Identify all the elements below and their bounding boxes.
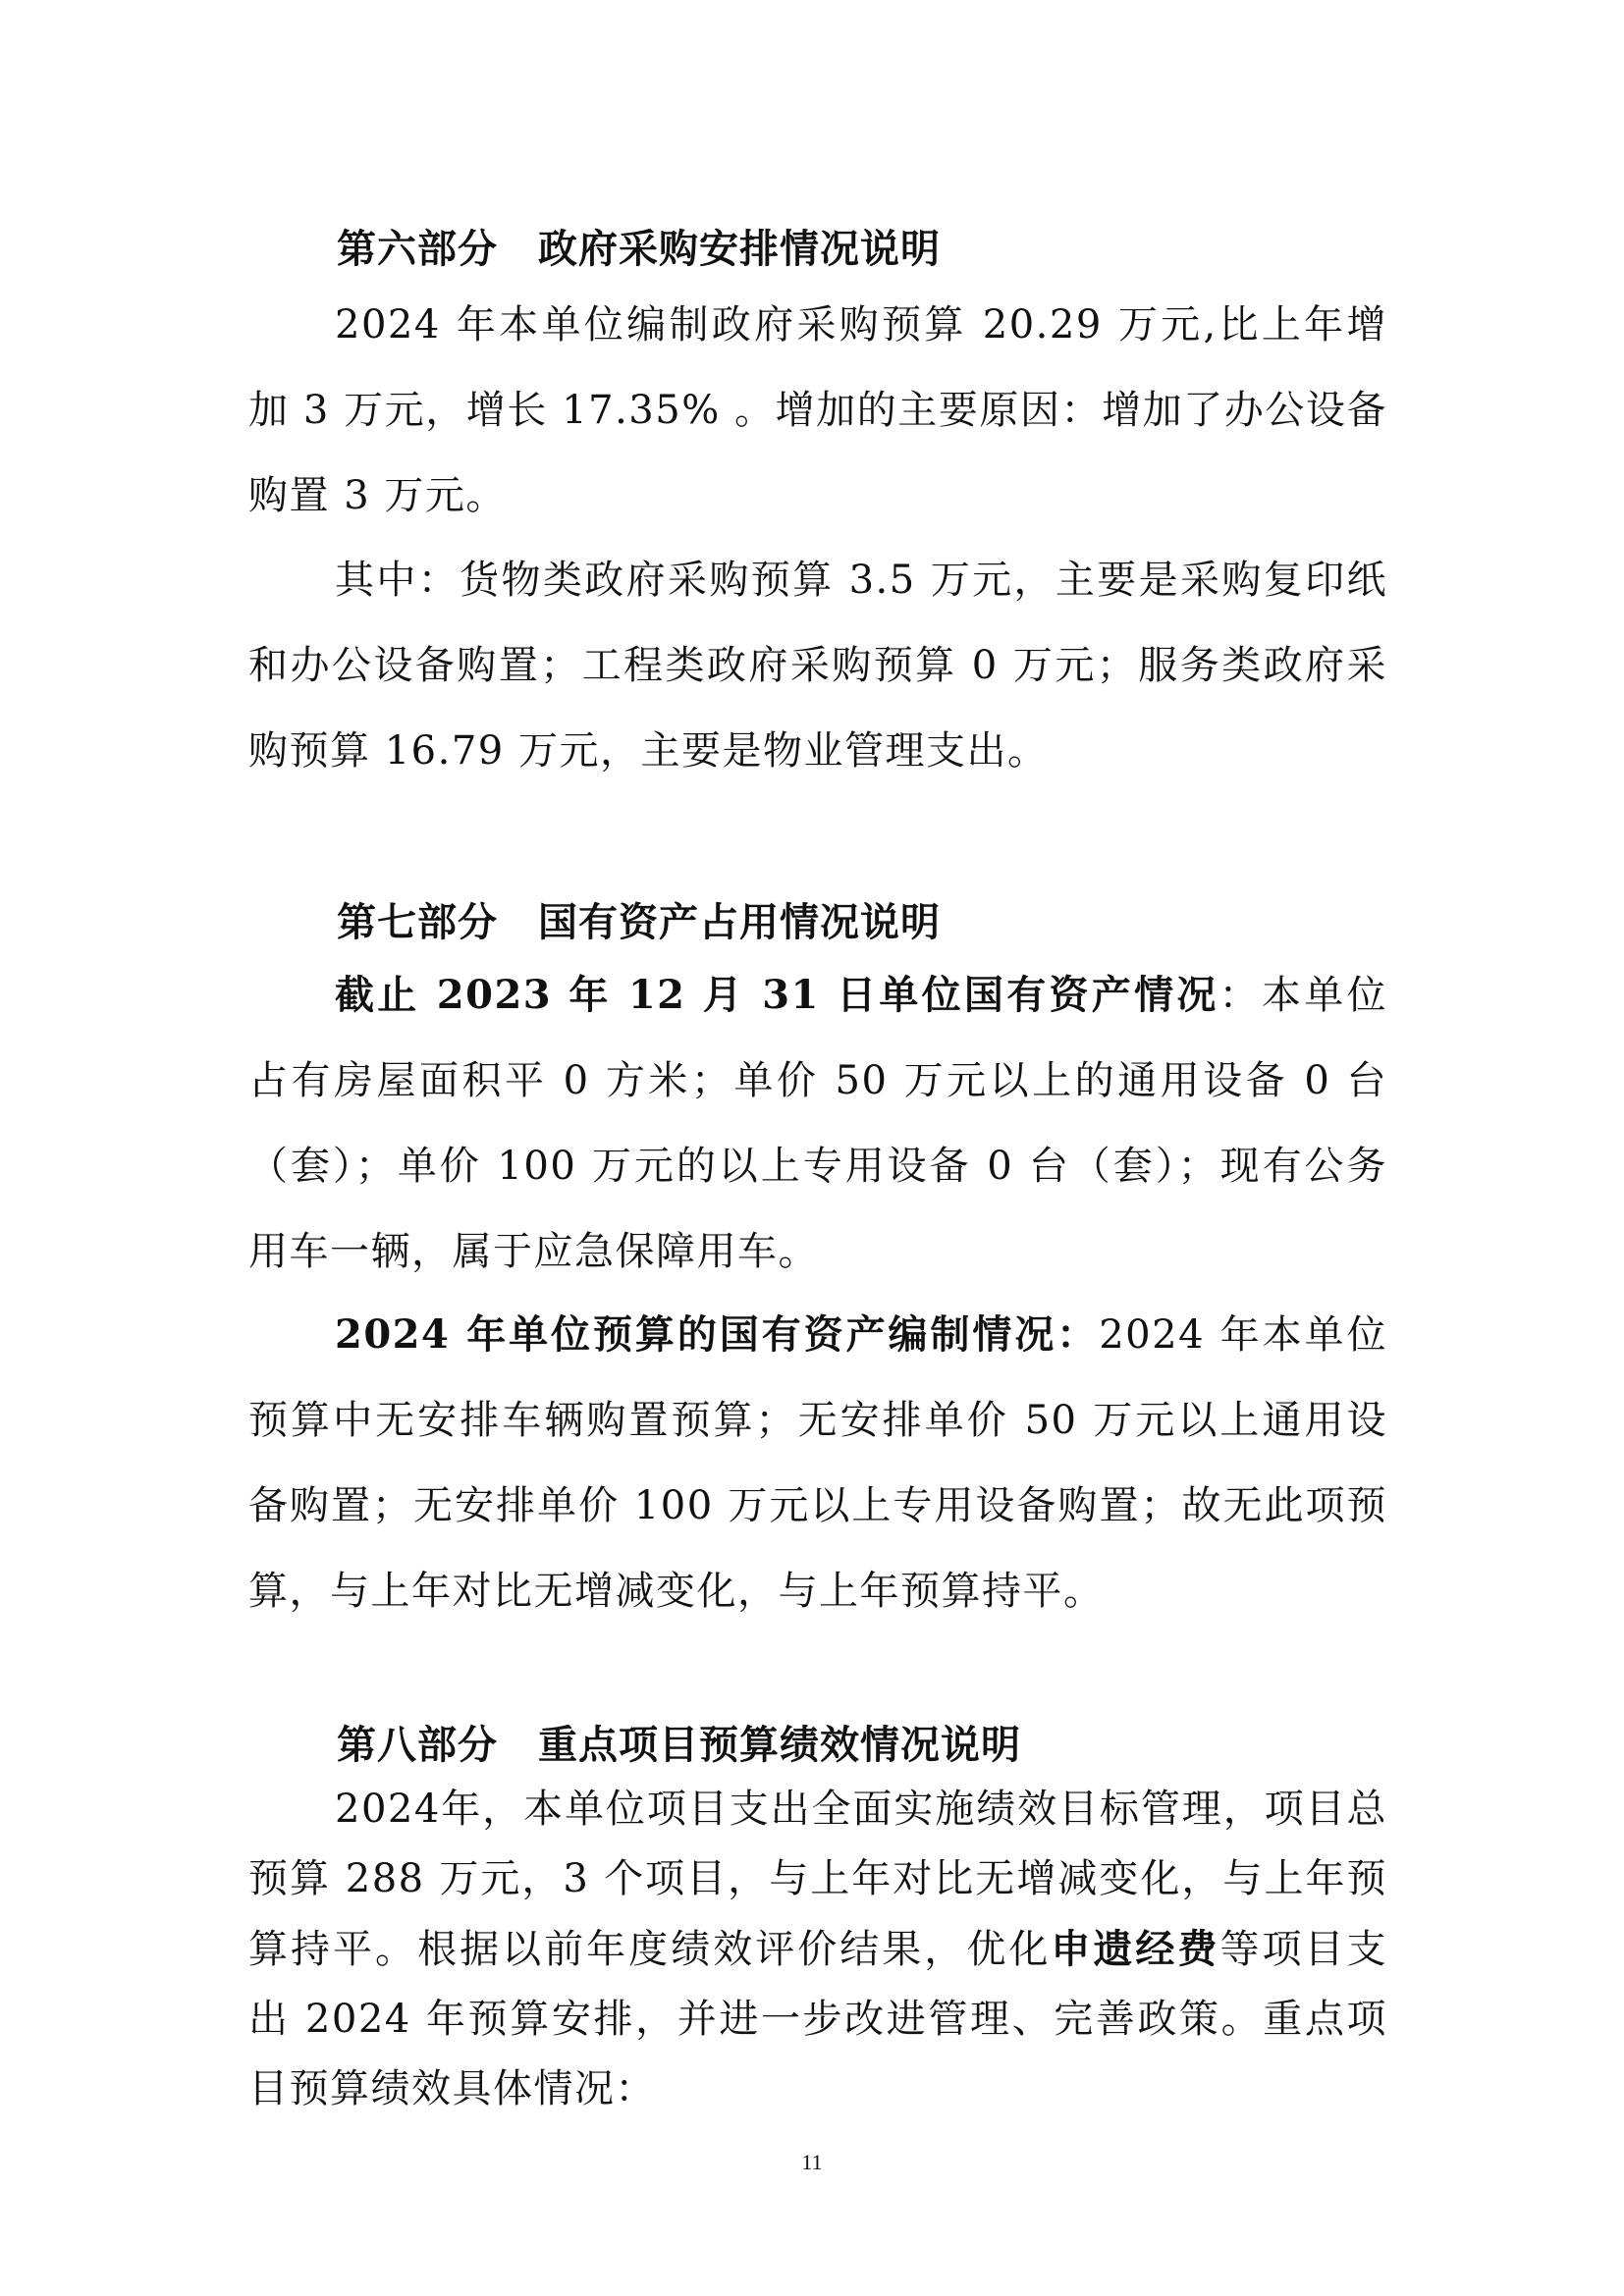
- section-8-heading: 第八部分 重点项目预算绩效情况说明: [337, 1723, 1021, 1768]
- section-7-heading: 第七部分 国有资产占用情况说明: [337, 900, 941, 945]
- section-7-paragraph-2-lead: 2024 年单位预算的国有资产编制情况：: [335, 1311, 1100, 1358]
- section-7-paragraph-2: [248, 1292, 1387, 1634]
- section-8-highlight: 申遗经费: [1051, 1926, 1220, 1972]
- section-8-paragraph-1-part-a: 2024年，本单位项目支出全面实施绩效目标管理，项目总预算 288 万元，3 个项目，与上年对比无增减变化，与上年预算持平。根据以前年度绩效评价结果，优化: [248, 1787, 1387, 1972]
- section-7-paragraph-1: [248, 952, 1387, 1295]
- page-number: 11: [801, 2150, 823, 2174]
- section-8-paragraph-1: [248, 1775, 1387, 2124]
- section-7-paragraph-1-rest: ：本单位占有房屋面积平 0 方米；单价 50 万元以上的通用设备 0 台（套）；单价 100 万元的以上专用设备 0 台（套）；现有公务用车一辆，属于应急保障用车。: [248, 973, 1387, 1274]
- section-7-paragraph-1-lead: 截止 2023 年 12 月 31 日单位国有资产情况: [335, 972, 1219, 1018]
- section-7-paragraph-2-rest: 2024 年本单位预算中无安排车辆购置预算；无安排单价 50 万元以上通用设备购置；无安排单价 100 万元以上专用设备购置；故无此项预算，与上年对比无增减变化，与上年预算持平。: [248, 1312, 1387, 1614]
- section-6-paragraph-2: 其中：货物类政府采购预算 3.5 万元，主要是采购复印纸和办公设备购置；工程类政府采购预算 0 万元；服务类政府采购预算 16.79 万元，主要是物业管理支出。: [248, 558, 1387, 774]
- section-6-paragraph-1: 2024 年本单位编制政府采购预算 20.29 万元,比上年增加 3 万元，增长 17.35% 。增加的主要原因：增加了办公设备购置 3 万元。: [248, 302, 1387, 518]
- section-6-heading: 第六部分 政府采购安排情况说明: [337, 227, 941, 272]
- section-8-paragraph-1-part-b: 等项目支出 2024 年预算安排，并进一步改进管理、完善政策。重点项目预算绩效具体情况：: [248, 1927, 1388, 2111]
